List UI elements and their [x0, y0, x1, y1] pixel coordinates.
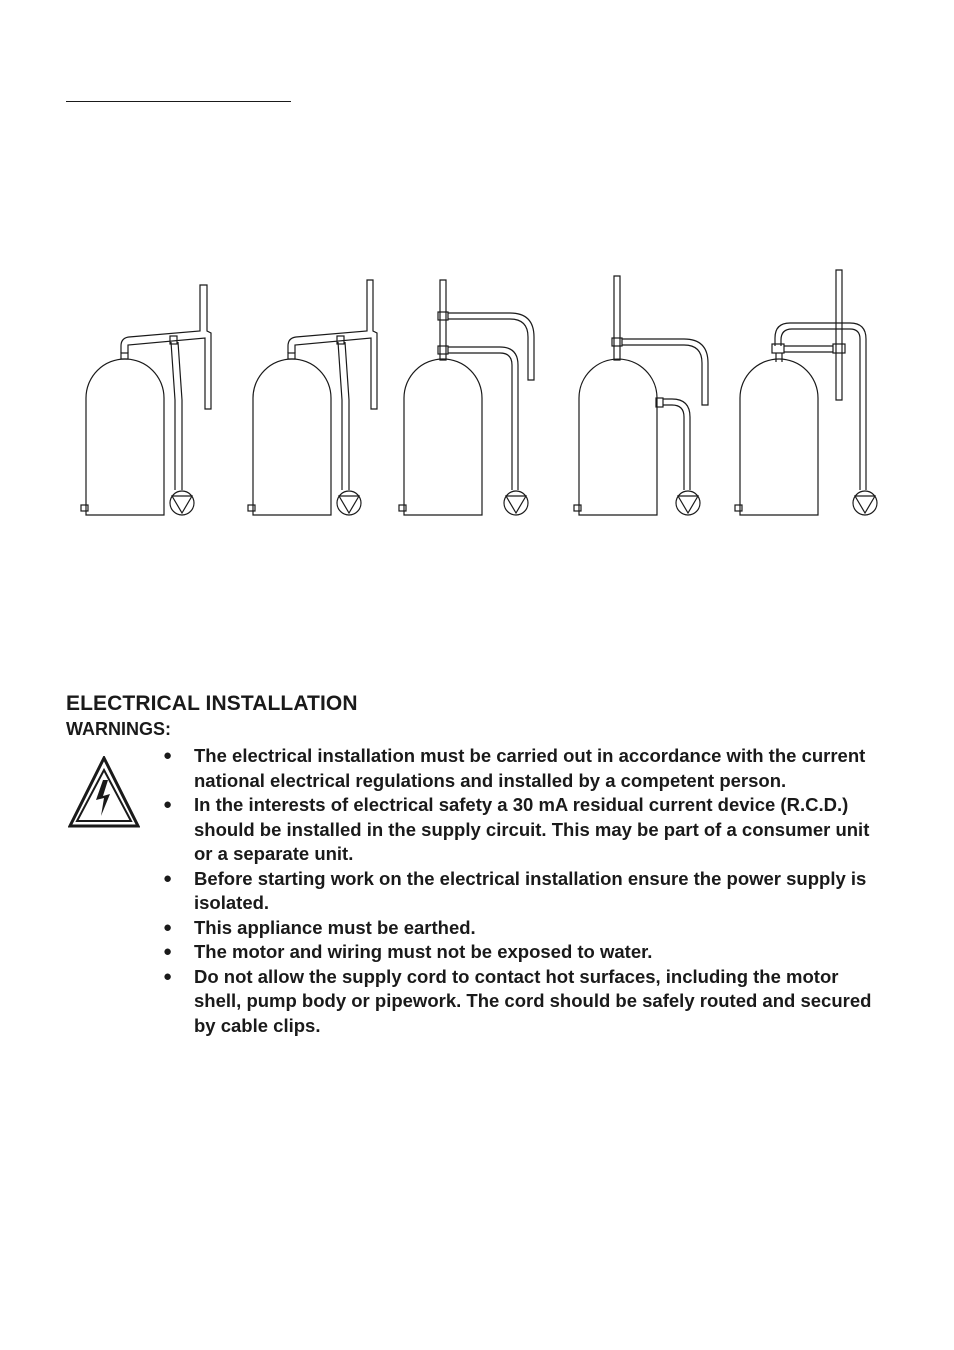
pipe-icon	[784, 346, 833, 352]
electrical-hazard-icon	[68, 756, 140, 828]
pipe-icon	[663, 399, 690, 490]
pump-icon	[853, 491, 877, 515]
cylinder-drain-fitting	[574, 505, 581, 511]
warning-item	[163, 940, 883, 965]
warning-item	[163, 793, 883, 867]
bullet-icon: ●	[163, 869, 173, 887]
cylinder-outlet-fitting	[288, 353, 295, 359]
section-title: ELECTRICAL INSTALLATION	[66, 692, 358, 715]
cylinder-icon	[404, 359, 482, 515]
pump-direction-mark	[339, 496, 359, 513]
bullet-icon: ●	[163, 796, 173, 813]
bullet-icon: ●	[163, 943, 173, 960]
installation-config-1	[81, 285, 211, 515]
bullet-icon: ●	[163, 747, 173, 764]
cylinder-icon	[740, 359, 818, 515]
pipe-icon	[776, 353, 782, 362]
warning-text: Do not allow the supply cord to contact hot surfaces, including the motor shell, pump body or pipework. The cord should be safely routed and secured by cable clips.	[194, 965, 872, 1036]
pipe-icon	[448, 347, 518, 490]
bullet-icon: ●	[163, 918, 173, 936]
installation-config-4	[574, 276, 708, 515]
warning-item	[163, 965, 883, 1039]
bullet-icon: ●	[163, 967, 173, 985]
warning-text: Before starting work on the electrical installation ensure the power supply is isolated.	[194, 867, 867, 913]
cylinder-drain-fitting	[81, 505, 88, 511]
installation-config-3	[399, 280, 534, 515]
warning-item	[163, 744, 883, 793]
tee-fitting	[833, 344, 845, 353]
cylinder-icon	[86, 359, 164, 515]
pump-direction-mark	[678, 496, 698, 513]
pipe-icon	[121, 285, 211, 409]
pipe-icon	[775, 323, 866, 490]
installation-config-5	[735, 270, 877, 515]
pipe-icon	[338, 342, 349, 490]
top-rule	[66, 101, 291, 102]
warning-list	[163, 744, 883, 1038]
warning-text: In the interests of electrical safety a 30 mA residual current device (R.C.D.) should be installed in the supply circuit. This may be part of a consumer unit or a separate unit.	[194, 794, 870, 864]
warnings-label: WARNINGS:	[66, 719, 171, 739]
pump-icon	[504, 491, 528, 515]
pipe-icon	[288, 280, 377, 409]
pipe-icon	[171, 342, 182, 490]
tee-fitting	[772, 344, 784, 353]
warning-text: This appliance must be earthed.	[194, 916, 476, 938]
cylinder-outlet-fitting	[121, 353, 128, 359]
pump-icon	[170, 491, 194, 515]
pipe-icon	[836, 270, 842, 400]
warning-text: The motor and wiring must not be exposed to water.	[194, 941, 653, 962]
pump-icon	[676, 491, 700, 515]
cylinder-drain-fitting	[248, 505, 255, 511]
installation-config-2	[248, 280, 377, 515]
warning-text: The electrical installation must be carried out in accordance with the current national electrical regulations and installed by a competent person.	[194, 745, 866, 791]
pump-direction-mark	[855, 496, 875, 513]
pump-icon	[337, 491, 361, 515]
cylinder-drain-fitting	[399, 505, 406, 511]
pipe-icon	[622, 339, 708, 405]
cylinder-icon	[253, 359, 331, 515]
pump-installation-diagram	[0, 255, 954, 530]
pipe-icon	[614, 276, 620, 360]
cylinder-icon	[579, 359, 657, 515]
warning-item	[163, 867, 883, 916]
pump-direction-mark	[172, 496, 192, 513]
pump-direction-mark	[506, 496, 526, 513]
cylinder-drain-fitting	[735, 505, 742, 511]
warning-item	[163, 916, 883, 941]
